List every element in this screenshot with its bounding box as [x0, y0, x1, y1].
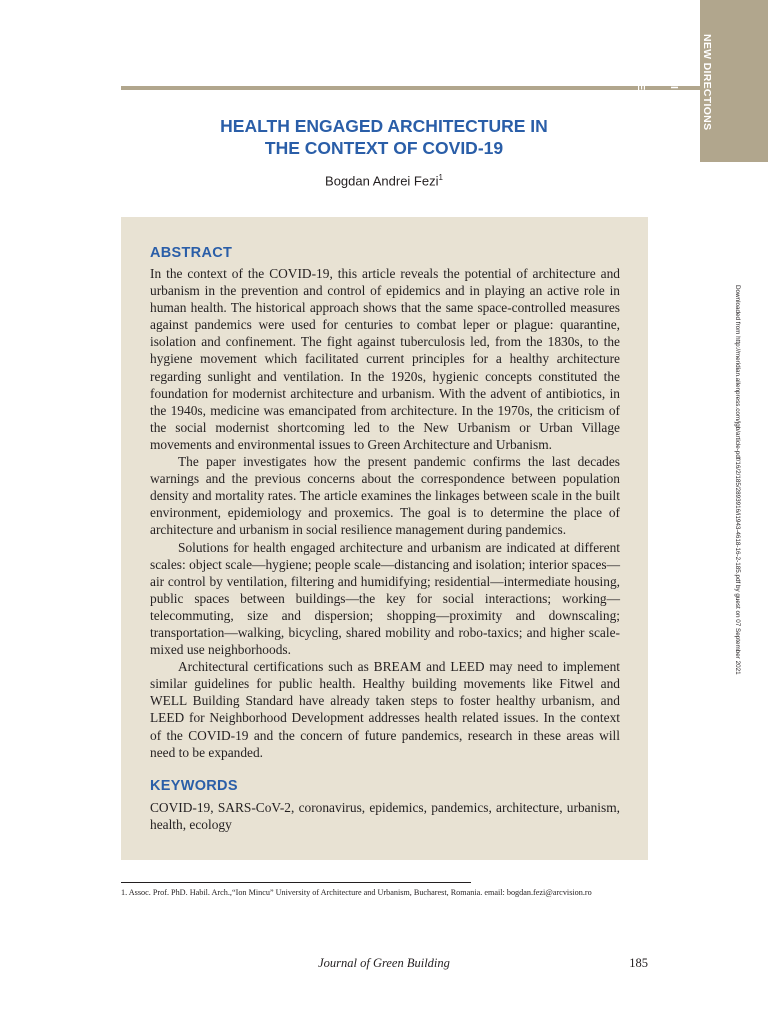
abstract-paragraph-4: Architectural certifications such as BREAM and LEED may need to implement similar guidelines for public health. Healthy building movements like Fitwel and WELL Building Standard have already taken steps to foster healthy urbanism, and LEED for Neighborhood Development addresses health related issues. In the context of the COVID-19 and the concern of future pandemics, research in these areas will need to be expanded. [150, 659, 620, 760]
section-tab-line-1: NEW DIRECTIONS [701, 34, 713, 131]
keywords-text: COVID-19, SARS-CoV-2, coronavirus, epidemics, pandemics, architecture, urbanism, health, ecology [150, 800, 620, 833]
abstract-body [150, 265, 620, 761]
section-tab-line-3: AND RESEARCH [635, 34, 647, 123]
footnote-rule [121, 882, 471, 883]
keywords-heading: KEYWORDS [150, 778, 238, 794]
abstract-paragraph-1: In the context of the COVID-19, this article reveals the potential of architecture and urbanism in the prevention and control of epidemics and in playing an active role in human health. The historical approach shows that the same space-controlled measures against pandemics were used for centuries to combat leper or plague: quarantine, isolation and confinement. The fight against tuberculosis led, from the 1830s, to the hygiene movement which facilitated current principles for a healthy architecture regarding sunlight and ventilation. In the 1920s, hygienic concepts constituted the foundation for modernist architecture and urbanism. With the advent of antibiotics, in the 1940s, medicine was emancipated from architecture. In the 1970s, the criticism of the social modernist shortcoming led to the New Urbanism or Urban Village movements and environmental issues to Green Architecture and Urbanism. [150, 266, 620, 452]
header-rule [121, 86, 700, 90]
author-name: Bogdan Andrei Fezi [325, 173, 439, 189]
section-tab-line-2: IN TEACHING [668, 34, 680, 106]
author-line [121, 173, 647, 188]
article-title [121, 115, 647, 159]
abstract-heading: ABSTRACT [150, 245, 233, 261]
page-number: 185 [629, 956, 648, 970]
footnote: 1. Assoc. Prof. PhD. Habil. Arch.,“Ion Mincu” University of Architecture and Urbanism, Bucharest, Romania. email: bogdan.fezi@arcvision.ro [121, 888, 592, 897]
journal-name: Journal of Green Building [318, 956, 450, 970]
title-line-1: HEALTH ENGAGED ARCHITECTURE IN [220, 116, 548, 136]
title-line-2: THE CONTEXT OF COVID-19 [264, 138, 504, 158]
abstract-paragraph-2: The paper investigates how the present pandemic confirms the last decades warnings and the previous concerns about the correspondence between population density and mortality rates. The article examines the linkages between scale in the built environment, epidemiology and proxemics. The goal is to determine the place of architecture and urbanism in social resilience management during pandemics. [150, 454, 620, 538]
author-footnote-mark: 1 [438, 173, 443, 182]
download-note: Downloaded from http://meridian.allenpress.com/jgb/article-pdf/16/2/185/2893916/i1943-4618-16-2-185.pdf by guest on 07 September 2021 [734, 285, 741, 675]
abstract-paragraph-3: Solutions for health engaged architecture and urbanism are indicated at different scales: object scale—hygiene; people scale—distancing and isolation; interior spaces—air control by ventilation, filtering and humidifying; residential—intermediate housing, public spaces between buildings—the key for social interactions; working—telecommuting, size and dispersion; shopping—proximity and downscaling; transportation—walking, bicycling, shared mobility and robo-taxics; and higher scale-mixed use neighborhoods. [150, 539, 620, 658]
